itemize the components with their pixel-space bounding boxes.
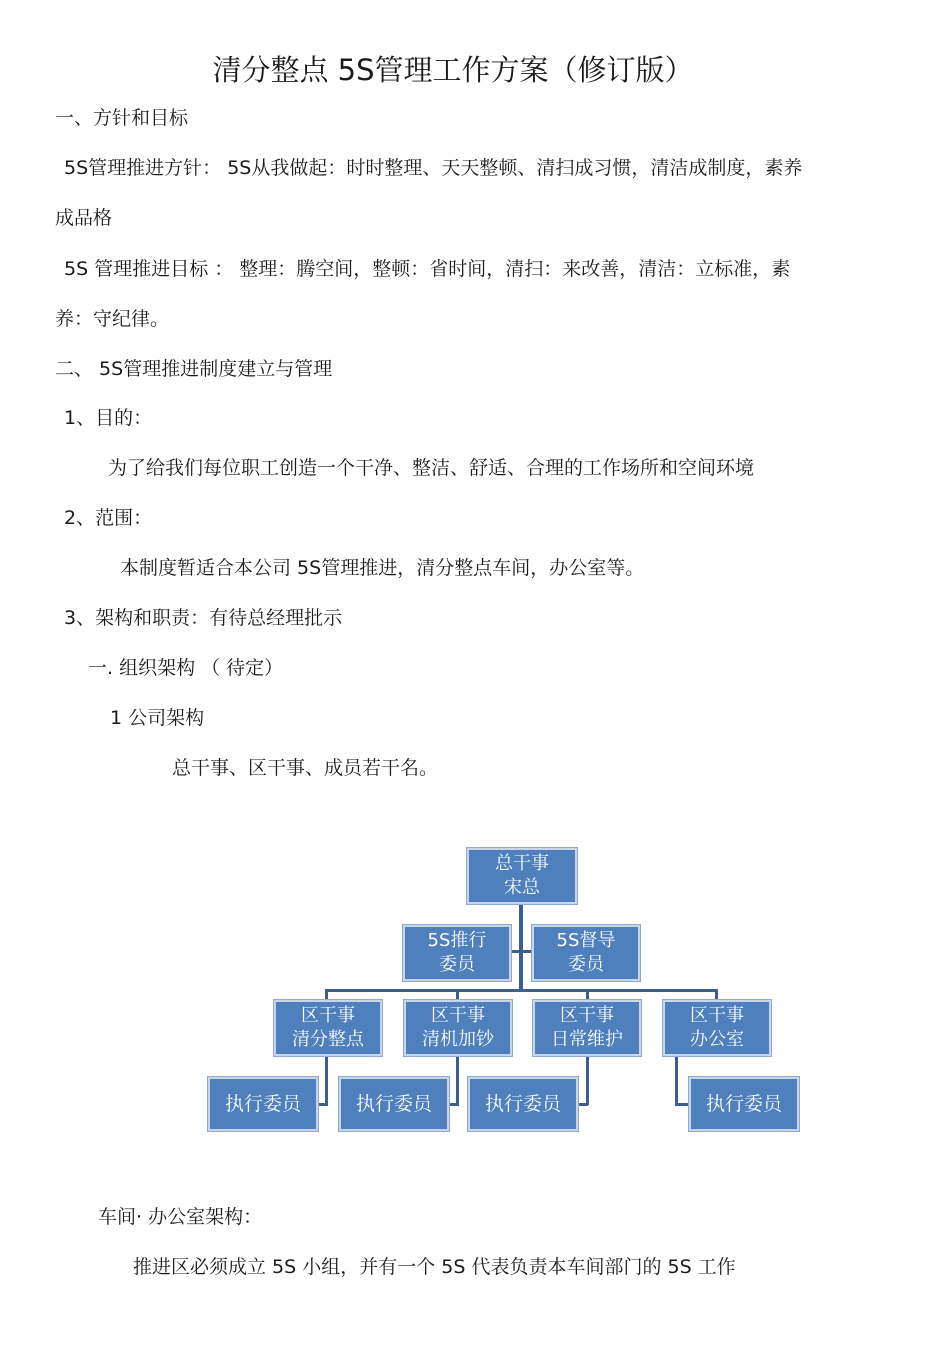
org-box-district-sorting: 区干事 清分整点 bbox=[274, 1000, 382, 1056]
target-line-1: 5S 管理推进目标 ： 整理：腾空间，整顿：省时间，清扫：来改善，清洁：立标准，素 bbox=[64, 258, 791, 280]
subheading-structure: 3、架构和职责：有待总经理批示 bbox=[64, 607, 343, 629]
connector-exec2-v bbox=[456, 1055, 459, 1105]
scope-text: 本制度暂适合本公司 5S管理推进，清分整点车间，办公室等。 bbox=[120, 557, 645, 579]
purpose-text: 为了给我们每位职工创造一个干净、整洁、舒适、合理的工作场所和空间环境 bbox=[108, 457, 755, 479]
connector-exec4-v bbox=[675, 1055, 678, 1105]
org-box-district-atm: 区干事 清机加钞 bbox=[404, 1000, 512, 1056]
org-box-exec-3: 执行委员 bbox=[468, 1077, 578, 1131]
subheading-org: 一. 组织架构 （ 待定） bbox=[88, 657, 284, 679]
subheading-scope: 2、范围： bbox=[64, 507, 153, 529]
document-title: 清分整点 5S管理工作方案（修订版） bbox=[212, 53, 694, 87]
org-box-exec-2: 执行委员 bbox=[339, 1077, 449, 1131]
section-heading-1: 一、方针和目标 bbox=[55, 107, 189, 129]
connector-exec2-h bbox=[449, 1103, 459, 1106]
org-box-general-director: 总干事 宋总 bbox=[467, 848, 577, 904]
org-box-district-maintenance: 区干事 日常维护 bbox=[533, 1000, 641, 1056]
org-box-exec-4: 执行委员 bbox=[689, 1077, 799, 1131]
org-box-5s-promotion: 5S推行 委员 bbox=[403, 925, 511, 981]
connector-district-bar bbox=[325, 989, 717, 992]
subheading-workshop: 车间· 办公室架构： bbox=[98, 1206, 263, 1228]
connector-exec3-h bbox=[578, 1103, 588, 1106]
policy-line-1: 5S管理推进方针： 5S从我做起：时时整理、天天整顿、清扫成习惯，清洁成制度，素养 bbox=[64, 157, 803, 179]
policy-line-2: 成品格 bbox=[55, 207, 113, 229]
connector-exec1-h bbox=[318, 1103, 328, 1106]
target-line-2: 养：守纪律。 bbox=[55, 308, 170, 330]
section-heading-2: 二、 5S管理推进制度建立与管理 bbox=[55, 358, 333, 380]
connector-trunk bbox=[519, 902, 523, 992]
org-box-5s-supervision: 5S督导 委员 bbox=[532, 925, 640, 981]
connector-exec1-v bbox=[325, 1055, 328, 1105]
connector-committee bbox=[511, 950, 531, 953]
workshop-text: 推进区必须成立 5S 小组，并有一个 5S 代表负责本车间部门的 5S 工作 bbox=[133, 1256, 736, 1278]
subheading-purpose: 1、目的： bbox=[64, 407, 153, 429]
connector-exec3-v bbox=[586, 1055, 589, 1105]
company-text: 总干事、区干事、成员若干名。 bbox=[172, 757, 439, 779]
org-box-district-office: 区干事 办公室 bbox=[663, 1000, 771, 1056]
org-box-exec-1: 执行委员 bbox=[208, 1077, 318, 1131]
subheading-company: 1 公司架构 bbox=[110, 707, 205, 729]
